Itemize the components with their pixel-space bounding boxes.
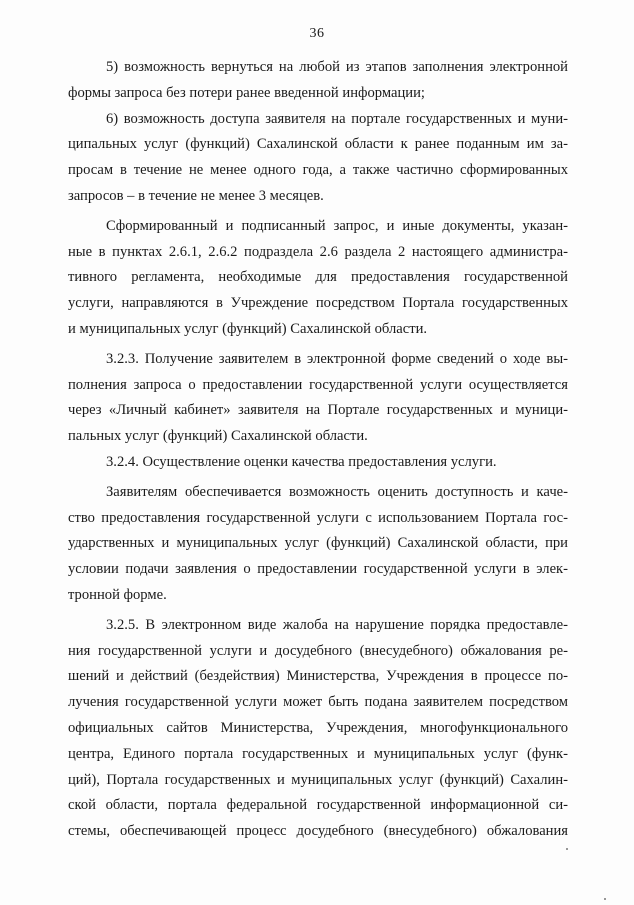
text-line: ство предоставления государственной услуги с использованием Портала гос- [68,509,568,526]
text-line: ской области, портала федеральной государственной информационной си- [68,797,568,814]
text-line: пальных услуг (функций) Сахалинской области. [68,428,368,445]
text-line: 6) возможность доступа заявителя на портале государственных и муни- [106,110,568,127]
text-line: просам в течение не менее одного года, а также частично сформированных [68,162,568,179]
text-line: тронной форме. [68,586,167,603]
text-line: центра, Единого портала государственных и муниципальных услуг (функ- [68,745,568,762]
text-line: ударственных и муниципальных услуг (функций) Сахалинской области, при [68,535,568,552]
text-line: тивного регламента, необходимые для предоставления государственной [68,269,568,286]
text-line: официальных сайтов Министерства, Учреждения, многофункционального [68,719,568,736]
paragraph-item-6 [68,107,568,210]
paragraph-item-5 [68,55,568,107]
page-number: 36 [309,26,325,41]
text-line: услуги, направляются в Учреждение посредством Портала государственных [68,295,568,312]
text-line: запросов – в течение не менее 3 месяцев. [68,187,324,204]
paragraph-submitted-request [68,214,568,343]
text-line: полнения запроса о предоставлении государственной услуги осуществляется [68,376,568,393]
text-line: 3.2.5. В электронном виде жалоба на нарушение порядка предоставле- [106,616,568,633]
text-line: лучения государственной услуги может быть подана заявителем посредством [68,694,568,711]
text-line: ные в пунктах 2.6.1, 2.6.2 подраздела 2.6 раздела 2 настоящего администра- [68,243,568,260]
text-line: формы запроса без потери ранее введенной информации; [68,84,425,101]
paragraph-3-2-4 [68,450,568,476]
text-line: и муниципальных услуг (функций) Сахалинской области. [68,320,428,337]
text-line: Заявителям обеспечивается возможность оценить доступность и каче- [106,483,568,500]
paragraph-3-2-5 [68,613,568,845]
text-line: ния государственной услуги и досудебного (внесудебного) обжалования ре- [68,642,568,659]
paragraph-3-2-3 [68,347,568,450]
text-line: условии подачи заявления о предоставлении государственной услуги в элек- [68,561,568,578]
text-line: ципальных услуг (функций) Сахалинской области к ранее поданным им за- [68,136,568,153]
text-line: стемы, обеспечивающей процесс досудебного (внесудебного) обжалования [68,823,568,840]
text-line: 3.2.3. Получение заявителем в электронной форме сведений о ходе вы- [106,350,568,367]
text-line: 3.2.4. Осуществление оценки качества предоставления услуги. [106,453,497,470]
paragraph-quality-assessment [68,480,568,609]
scan-speck [566,848,568,850]
scan-speck [604,898,606,900]
body-text [68,55,568,845]
text-line: 5) возможность вернуться на любой из этапов заполнения электронной [106,59,568,75]
text-line: Сформированный и подписанный запрос, и иные документы, указан- [106,217,568,234]
text-line: ций), Портала государственных и муниципальных услуг (функций) Сахалин- [68,771,568,788]
text-line: через «Личный кабинет» заявителя на Портале государственных и муници- [68,402,568,419]
text-line: шений и действий (бездействия) Министерства, Учреждения в процессе по- [68,668,568,685]
